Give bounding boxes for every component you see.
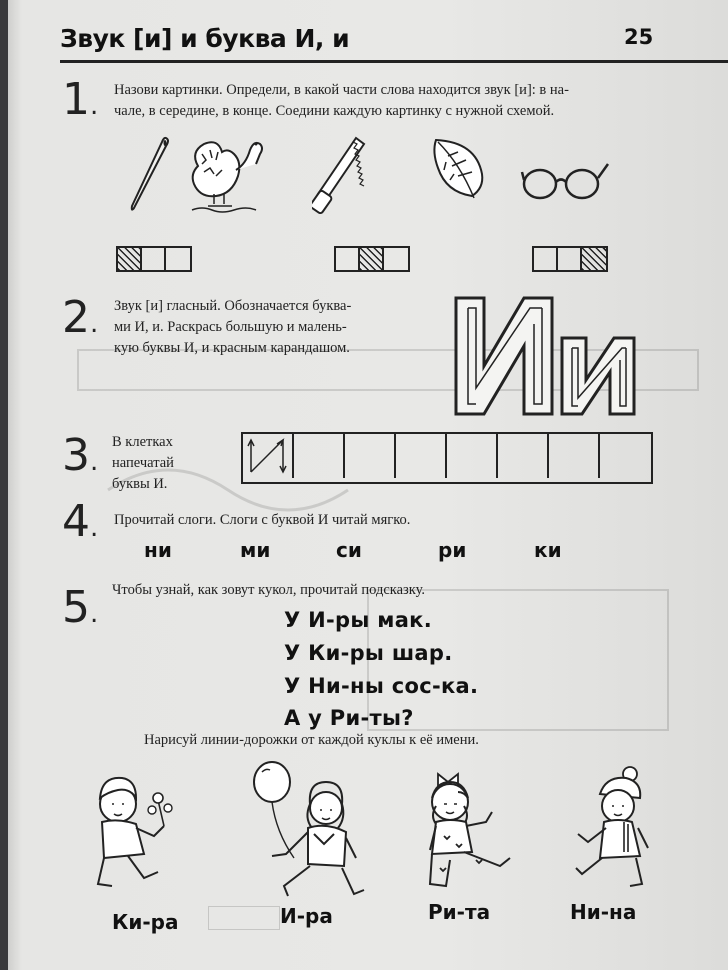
grid-cell-example[interactable] <box>243 434 294 478</box>
task5-text: Чтобы узнай, как зовут кукол, прочитай подсказку. <box>112 582 426 598</box>
task2-line-3: кую буквы И, и красным карандашом. <box>114 340 350 356</box>
task1-line-2: чале, в середине, в конце. Соедини каждую картинку с нужной схемой. <box>114 103 555 119</box>
scheme-cell <box>142 248 166 270</box>
hint-sentence: У И-ры мак. <box>284 608 432 632</box>
doll-name-nina[interactable]: Ни-на <box>570 900 637 924</box>
doll-with-bow-icon[interactable] <box>416 764 526 894</box>
doll-name-rita[interactable]: Ри-та <box>428 900 491 924</box>
task1-line-1: Назови картинки. Определи, в какой части слова находится звук [и]: в на- <box>114 82 569 98</box>
task-number-3: 3. <box>62 430 99 481</box>
grid-cell[interactable] <box>345 434 396 478</box>
task-number-1: 1. <box>62 74 99 125</box>
task2-line-1: Звук [и] гласный. Обозначается буква- <box>114 298 352 314</box>
page-number: 25 <box>624 25 654 49</box>
task5-instruction: Нарисуй линии-дорожки от каждой куклы к её имени. <box>144 732 479 748</box>
turkey-icon <box>184 136 270 216</box>
task3-text <box>112 432 174 495</box>
glasses-icon <box>518 150 614 206</box>
syllable: си <box>336 538 362 562</box>
doll-name-ira[interactable]: И-ра <box>280 904 333 928</box>
leaf-icon <box>428 134 488 204</box>
hint-sentence: У Ни-ны сос-ка. <box>284 674 479 698</box>
faint-answer-box <box>208 906 280 930</box>
letter-stroke-hint-icon <box>243 434 292 478</box>
scheme-cell-shaded <box>360 248 384 270</box>
saw-icon <box>312 134 368 214</box>
outlined-letters-ii[interactable] <box>450 294 640 420</box>
doll-with-balloon-icon[interactable] <box>248 758 368 904</box>
task2-text <box>114 296 351 359</box>
hint-sentence: У Ки-ры шар. <box>284 641 453 665</box>
syllable: ки <box>534 538 562 562</box>
grid-cell[interactable] <box>600 434 651 478</box>
task3-line-3: буквы И. <box>112 476 168 492</box>
task3-line-2: напечатай <box>112 455 174 471</box>
sound-scheme-middle[interactable] <box>334 246 410 272</box>
task1-text <box>114 80 569 122</box>
task-number-4: 4. <box>62 496 99 547</box>
task-number-5: 5. <box>62 582 99 633</box>
doll-with-flower-icon[interactable] <box>78 772 198 902</box>
scheme-cell-shaded <box>118 248 142 270</box>
grid-cell[interactable] <box>549 434 600 478</box>
scheme-cell <box>558 248 582 270</box>
doll-name-kira[interactable]: Ки-ра <box>112 910 179 934</box>
syllable: ми <box>240 538 271 562</box>
syllable: ри <box>438 538 467 562</box>
task3-line-1: В клетках <box>112 434 173 450</box>
task2-line-2: ми И, и. Раскрась большую и малень- <box>114 319 347 335</box>
page-title: Звук [и] и буква И, и <box>60 24 350 53</box>
grid-cell[interactable] <box>294 434 345 478</box>
needle-icon <box>126 134 172 214</box>
doll-with-scarf-icon[interactable] <box>566 764 666 894</box>
task-number-2: 2. <box>62 292 99 343</box>
scheme-cell <box>384 248 408 270</box>
sound-scheme-start[interactable] <box>116 246 192 272</box>
letter-writing-grid[interactable] <box>241 432 653 484</box>
scheme-cell-shaded <box>582 248 606 270</box>
grid-cell[interactable] <box>498 434 549 478</box>
scheme-cell <box>166 248 190 270</box>
hint-sentence: А у Ри-ты? <box>284 706 414 730</box>
workbook-page <box>8 0 728 970</box>
sound-scheme-end[interactable] <box>532 246 608 272</box>
task4-text: Прочитай слоги. Слоги с буквой И читай мягко. <box>114 512 411 528</box>
book-spine <box>0 0 8 970</box>
header-divider <box>60 60 728 63</box>
syllable: ни <box>144 538 172 562</box>
scheme-cell <box>534 248 558 270</box>
grid-cell[interactable] <box>447 434 498 478</box>
grid-cell[interactable] <box>396 434 447 478</box>
scheme-cell <box>336 248 360 270</box>
